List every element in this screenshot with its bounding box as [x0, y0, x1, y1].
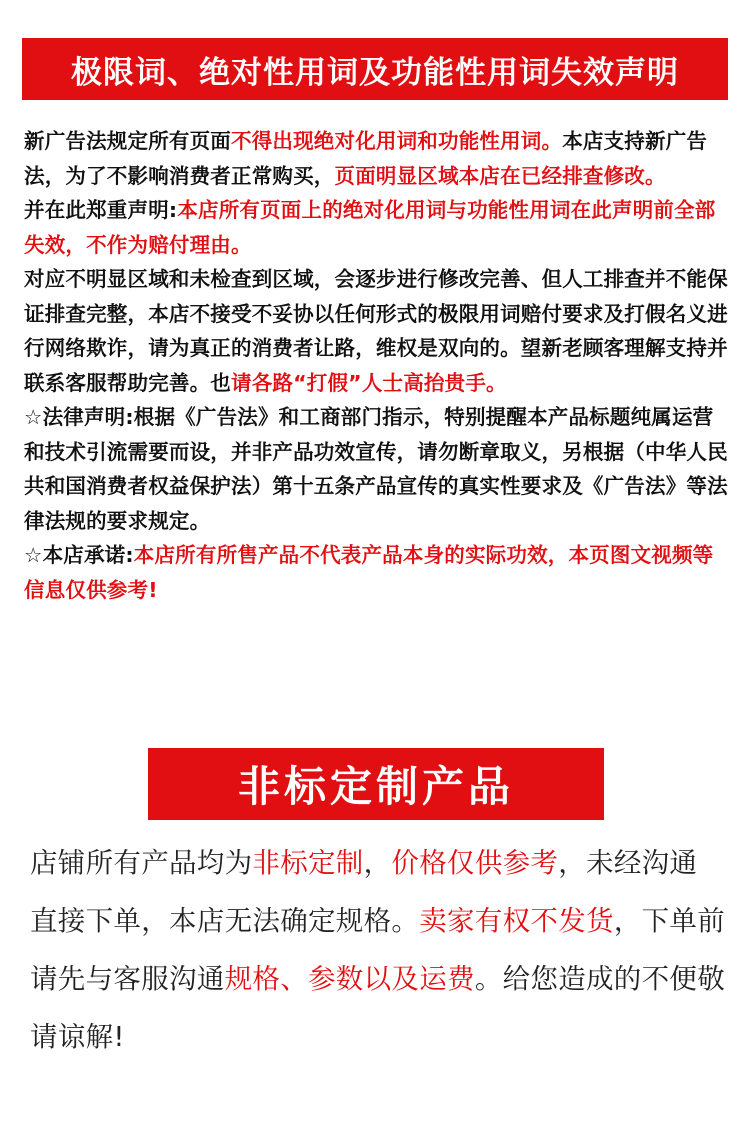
notice-text: 新广告法规定所有页面 — [24, 129, 231, 153]
disclaimer-title-banner — [22, 38, 728, 100]
notice-text: ☆本店承诺: — [24, 543, 134, 567]
notice-highlight: 请各路“打假”人士高抬贵手。 — [231, 370, 507, 395]
custom-text: 店铺所有产品均为 — [30, 847, 253, 879]
custom-text: ，下单前请先与客服沟通 — [30, 905, 726, 995]
custom-product-paragraph — [30, 834, 725, 1066]
custom-text: ， — [363, 847, 392, 879]
custom-product-title: 非标定制产品 — [237, 762, 514, 811]
notice-highlight: 本店所有页面上的绝对化用词与功能性用词在此声明前全部失效，不作为赔付理由。 — [24, 198, 716, 257]
custom-text: ，未经沟通直接下单，本店无法确定规格。 — [30, 847, 698, 937]
notice-paragraph-legal — [24, 400, 728, 538]
notice-highlight: 不得出现绝对化用词和功能性用词。 — [231, 129, 563, 153]
custom-highlight: 规格、参数以及运费 — [224, 963, 475, 995]
notice-paragraph-unchecked-areas — [24, 262, 728, 400]
notice-highlight: 本店所有所售产品不代表产品本身的实际功效，本页图文视频等信息仅供参考! — [24, 543, 714, 602]
notice-paragraph-promise — [24, 538, 728, 607]
custom-highlight: 价格仅供参考 — [391, 847, 559, 879]
custom-highlight: 非标定制 — [252, 847, 364, 879]
notice-text: 本店支持新广告法，为了不影响消费者正常购买， — [24, 129, 708, 188]
notice-highlight: 页面明显区域本店在已经排查修改。 — [334, 163, 666, 188]
disclaimer-title: 极限词、绝对性用词及功能性用词失效声明 — [71, 54, 679, 91]
disclaimer-body — [24, 124, 728, 607]
custom-highlight: 卖家有权不发货 — [419, 905, 614, 937]
notice-text: 对应不明显区域和未检查到区域，会逐步进行修改完善、但人工排查并不能保证排查完整，本店不接受不妥协以任何形式的极限用词赔付要求及打假名义进行网络欺诈，请为真正的消费者让路，维权是双向的。望新老顾客理解支持并联系客服帮助完善。也 — [24, 267, 728, 395]
notice-paragraph-ad-law — [24, 124, 728, 193]
notice-paragraph-statement — [24, 193, 728, 262]
notice-text: 并在此郑重声明: — [24, 198, 178, 222]
custom-product-banner — [148, 748, 604, 820]
custom-text: 。给您造成的不便敬请谅解! — [30, 963, 726, 1053]
custom-product-notice — [30, 834, 725, 1066]
notice-text: ☆法律声明:根据《广告法》和工商部门指示，特别提醒本产品标题纯属运营和技术引流需要而设，并非产品功效宣传，请勿断章取义，另根据（中华人民共和国消费者权益保护法）第十五条产品宣传的真实性要求及《广告法》等法律法规的要求规定。 — [24, 405, 728, 533]
